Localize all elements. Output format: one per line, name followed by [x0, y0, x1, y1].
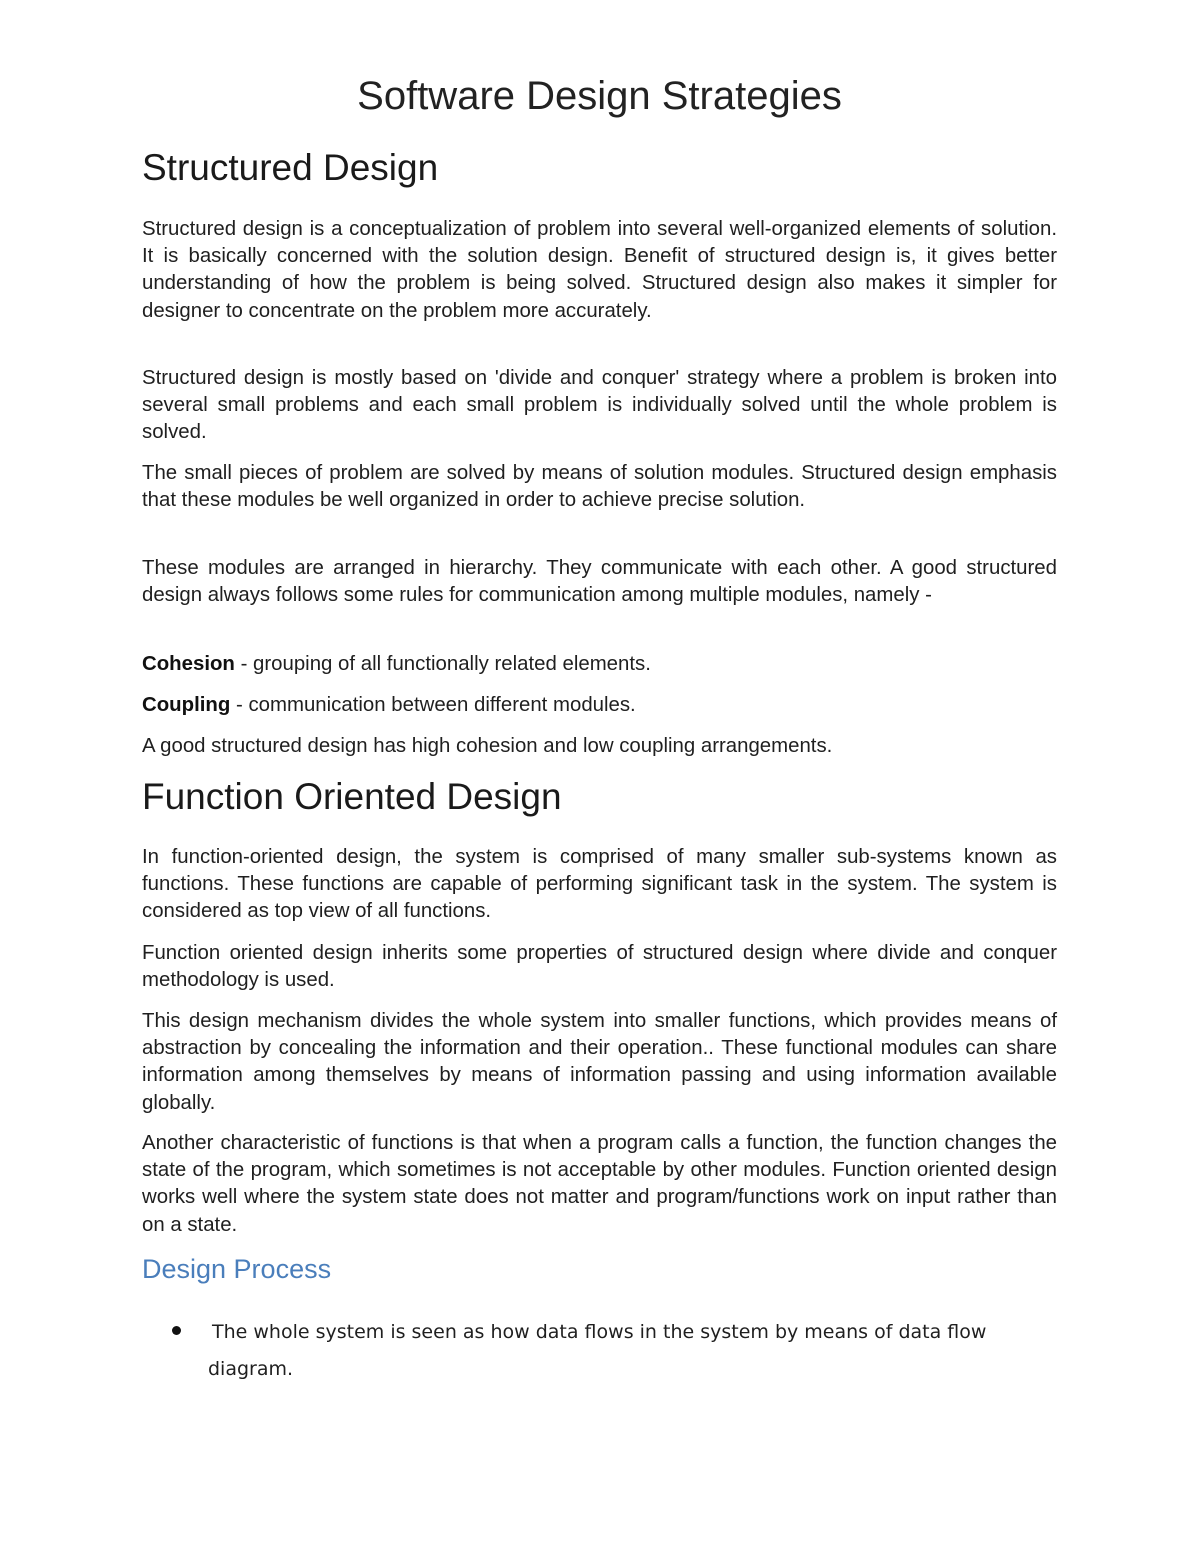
function-paragraph-2: Function oriented design inherits some properties of structured design where divide and conquer methodology is used.: [142, 942, 1057, 992]
structured-paragraph-1: Structured design is a conceptualization of problem into several well-organized elements of solution. It is basically concerned with the solution design. Benefit of structured design is, it gives better understanding of how the problem is being solved. Structured design also makes it simpler for designer to concentrate on the problem more accurately.: [142, 218, 1057, 322]
bullet-line-2: diagram.: [208, 1358, 294, 1380]
cohesion-term: Cohesion: [142, 653, 235, 675]
coupling-term: Coupling: [142, 694, 231, 716]
structured-paragraph-3: The small pieces of problem are solved by means of solution modules. Structured design emphasis that these modules be well organized in order to achieve precise solution.: [142, 462, 1057, 512]
cohesion-text: - grouping of all functionally related elements.: [234, 653, 651, 675]
function-paragraph-4: Another characteristic of functions is that when a program calls a function, the function changes the state of the program, which sometimes is not acceptable by other modules. Function oriented design works well where the system state does not matter and program/functions work on input rather than on a state.: [142, 1132, 1057, 1236]
heading-function-oriented-design: Function Oriented Design: [142, 776, 562, 817]
bullet-icon: [172, 1326, 181, 1335]
cohesion-definition: [142, 651, 1057, 678]
coupling-text: - communication between different modules.: [230, 694, 636, 716]
heading-structured-design: Structured Design: [142, 147, 439, 188]
document-title: Software Design Strategies: [357, 74, 842, 118]
function-paragraph-3: This design mechanism divides the whole system into smaller functions, which provides means of abstraction by concealing the information and their operation.. These functional modules can share information among themselves by means of information passing and using information available globally.: [142, 1010, 1057, 1114]
coupling-definition: [142, 692, 1057, 719]
design-process-bullet-1: [210, 1314, 1030, 1388]
structured-paragraph-4: These modules are arranged in hierarchy. They communicate with each other. A good structured design always follows some rules for communication among multiple modules, namely -: [142, 557, 1057, 607]
structured-paragraph-2: Structured design is mostly based on 'divide and conquer' strategy where a problem is broken into several small problems and each small problem is individually solved until the whole problem is solved.: [142, 367, 1057, 444]
function-paragraph-1: In function-oriented design, the system is comprised of many smaller sub-systems known as functions. These functions are capable of performing significant task in the system. The system is considered as top view of all functions.: [142, 846, 1057, 923]
heading-design-process: Design Process: [142, 1254, 332, 1284]
structured-paragraph-5: A good structured design has high cohesion and low coupling arrangements.: [142, 735, 833, 757]
bullet-line-1: The whole system is seen as how data flows in the system by means of data flow: [212, 1321, 987, 1343]
